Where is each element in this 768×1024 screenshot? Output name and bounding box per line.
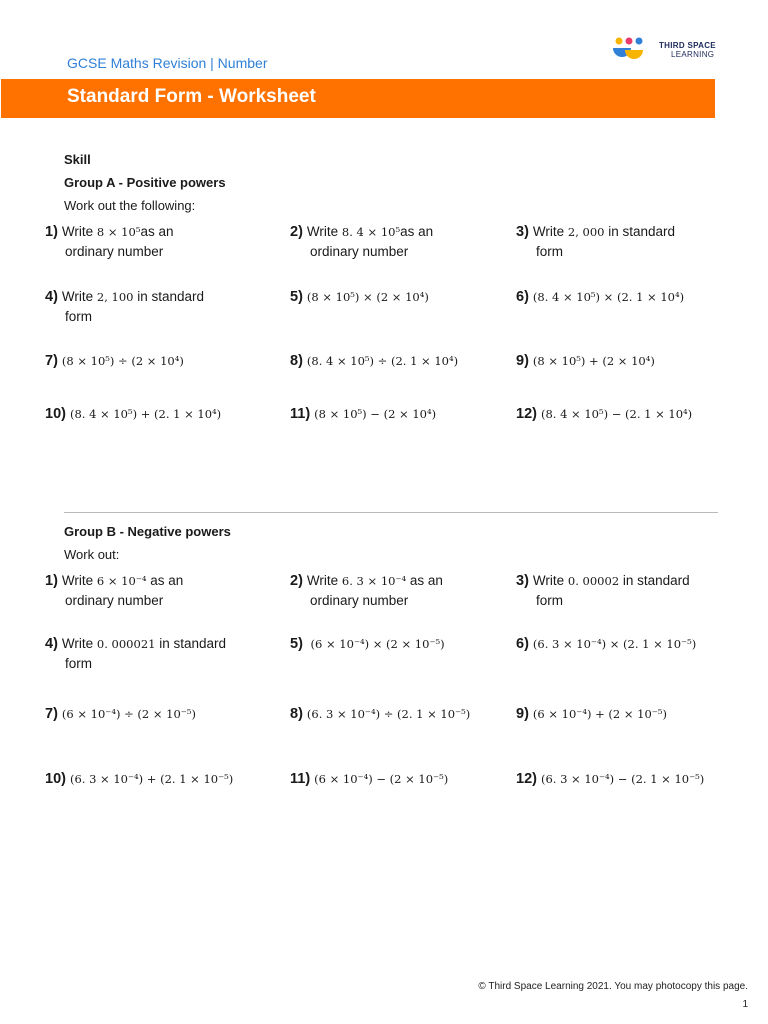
question-number: 6) bbox=[516, 636, 529, 652]
question-item bbox=[516, 704, 667, 724]
question-item bbox=[45, 704, 196, 724]
question-number: 11) bbox=[290, 406, 311, 422]
question-expression: (8. 4 × 10⁵) − (2. 1 × 10⁴) bbox=[540, 407, 693, 421]
question-continuation: ordinary number bbox=[310, 593, 409, 608]
question-continuation: form bbox=[536, 593, 563, 608]
question-item bbox=[516, 222, 675, 262]
question-number: 1) bbox=[45, 573, 58, 589]
question-suffix: as an bbox=[406, 573, 443, 588]
question-expression: (8. 4 × 10⁵) ÷ (2. 1 × 10⁴) bbox=[306, 354, 459, 368]
group-a-heading: Group A - Positive powers bbox=[64, 175, 226, 190]
question-expression: (8 × 10⁵) − (2 × 10⁴) bbox=[314, 407, 437, 421]
question-number: 9) bbox=[516, 353, 529, 369]
question-item bbox=[290, 634, 445, 654]
copyright-notice: © Third Space Learning 2021. You may photocopy this page. bbox=[478, 981, 748, 992]
question-continuation: ordinary number bbox=[310, 244, 409, 259]
question-suffix: as an bbox=[140, 224, 174, 239]
question-number: 7) bbox=[45, 706, 58, 722]
question-expression: (6. 3 × 10⁻⁴) + (2. 1 × 10⁻⁵) bbox=[69, 772, 234, 786]
question-expression: 0. 00002 bbox=[567, 574, 620, 588]
question-number: 6) bbox=[516, 289, 529, 305]
group-b-heading: Group B - Negative powers bbox=[64, 524, 231, 539]
question-prefix: Write bbox=[532, 573, 568, 588]
question-expression: 8 × 10⁵ bbox=[96, 225, 141, 239]
question-item bbox=[45, 634, 226, 674]
question-continuation: form bbox=[536, 244, 563, 259]
skill-label: Skill bbox=[64, 152, 91, 167]
question-expression: (8. 4 × 10⁵) + (2. 1 × 10⁴) bbox=[69, 407, 222, 421]
question-number: 5) bbox=[290, 289, 303, 305]
question-number: 1) bbox=[45, 224, 58, 240]
question-item bbox=[516, 571, 690, 611]
question-item bbox=[45, 351, 184, 371]
question-item bbox=[290, 571, 443, 611]
question-prefix: Write bbox=[61, 289, 97, 304]
question-prefix: Write bbox=[306, 573, 342, 588]
question-item bbox=[516, 769, 704, 789]
question-expression: (8 × 10⁵) + (2 × 10⁴) bbox=[532, 354, 655, 368]
question-item bbox=[290, 351, 458, 371]
question-expression: (8 × 10⁵) ÷ (2 × 10⁴) bbox=[61, 354, 184, 368]
question-suffix: in standard bbox=[155, 636, 226, 651]
worksheet-subtitle: GCSE Maths Revision | Number bbox=[67, 55, 268, 71]
question-expression: (8 × 10⁵) × (2 × 10⁴) bbox=[306, 290, 429, 304]
question-number: 4) bbox=[45, 636, 58, 652]
question-expression: 6. 3 × 10⁻⁴ bbox=[341, 574, 407, 588]
question-expression: (6 × 10⁻⁴) ÷ (2 × 10⁻⁵) bbox=[61, 707, 196, 721]
question-number: 9) bbox=[516, 706, 529, 722]
question-expression: (6. 3 × 10⁻⁴) ÷ (2. 1 × 10⁻⁵) bbox=[306, 707, 471, 721]
question-suffix: in standard bbox=[604, 224, 676, 239]
question-number: 8) bbox=[290, 706, 303, 722]
question-number: 8) bbox=[290, 353, 303, 369]
question-prefix: Write bbox=[61, 224, 97, 239]
question-item bbox=[290, 287, 429, 307]
question-item bbox=[516, 351, 655, 371]
title-banner bbox=[1, 79, 715, 118]
worksheet-title: Standard Form - Worksheet bbox=[67, 86, 316, 107]
group-b-instruction: Work out: bbox=[64, 547, 120, 562]
question-prefix: Write bbox=[61, 636, 97, 651]
group-a-instruction: Work out the following: bbox=[64, 198, 196, 213]
question-prefix: Write bbox=[306, 224, 342, 239]
question-number: 2) bbox=[290, 573, 303, 589]
section-divider bbox=[64, 512, 718, 513]
question-number: 5) bbox=[290, 636, 303, 652]
logo-wordmark: THIRD SPACE LEARNING bbox=[659, 41, 716, 59]
question-expression: (6 × 10⁻⁴) × (2 × 10⁻⁵) bbox=[306, 637, 445, 651]
question-expression: 8. 4 × 10⁵ bbox=[341, 225, 401, 239]
question-expression: 2, 100 bbox=[96, 290, 134, 304]
question-item bbox=[290, 404, 436, 424]
question-prefix: Write bbox=[532, 224, 568, 239]
question-expression: (8. 4 × 10⁵) × (2. 1 × 10⁴) bbox=[532, 290, 685, 304]
question-suffix: in standard bbox=[619, 573, 690, 588]
question-suffix: as an bbox=[400, 224, 434, 239]
question-item bbox=[516, 404, 692, 424]
question-suffix: as an bbox=[146, 573, 184, 588]
question-item bbox=[45, 769, 233, 789]
question-item bbox=[45, 404, 221, 424]
question-expression: 6 × 10⁻⁴ bbox=[96, 574, 147, 588]
question-expression: (6. 3 × 10⁻⁴) − (2. 1 × 10⁻⁵) bbox=[540, 772, 705, 786]
question-item bbox=[45, 222, 173, 262]
question-number: 3) bbox=[516, 573, 529, 589]
page-number: 1 bbox=[742, 999, 748, 1010]
question-continuation: ordinary number bbox=[65, 244, 164, 259]
question-number: 4) bbox=[45, 289, 58, 305]
question-expression: (6 × 10⁻⁴) − (2 × 10⁻⁵) bbox=[314, 772, 449, 786]
question-item bbox=[516, 634, 696, 654]
question-number: 3) bbox=[516, 224, 529, 240]
third-space-learning-logo bbox=[612, 36, 732, 64]
logo-mark-icon bbox=[612, 36, 652, 64]
question-expression: (6 × 10⁻⁴) + (2 × 10⁻⁵) bbox=[532, 707, 667, 721]
question-continuation: form bbox=[65, 309, 92, 324]
question-expression: 0. 000021 bbox=[96, 637, 156, 651]
question-suffix: in standard bbox=[133, 289, 205, 304]
question-number: 12) bbox=[516, 406, 537, 422]
question-continuation: form bbox=[65, 656, 92, 671]
question-item bbox=[290, 222, 433, 262]
question-item bbox=[45, 287, 204, 327]
question-continuation: ordinary number bbox=[65, 593, 164, 608]
question-item bbox=[290, 704, 470, 724]
question-number: 11) bbox=[290, 771, 311, 787]
question-number: 12) bbox=[516, 771, 537, 787]
question-number: 7) bbox=[45, 353, 58, 369]
question-expression: (6. 3 × 10⁻⁴) × (2. 1 × 10⁻⁵) bbox=[532, 637, 697, 651]
question-expression: 2, 000 bbox=[567, 225, 605, 239]
question-prefix: Write bbox=[61, 573, 97, 588]
question-number: 10) bbox=[45, 406, 66, 422]
question-item bbox=[45, 571, 183, 611]
question-number: 2) bbox=[290, 224, 303, 240]
question-item bbox=[516, 287, 684, 307]
question-number: 10) bbox=[45, 771, 66, 787]
question-item bbox=[290, 769, 448, 789]
